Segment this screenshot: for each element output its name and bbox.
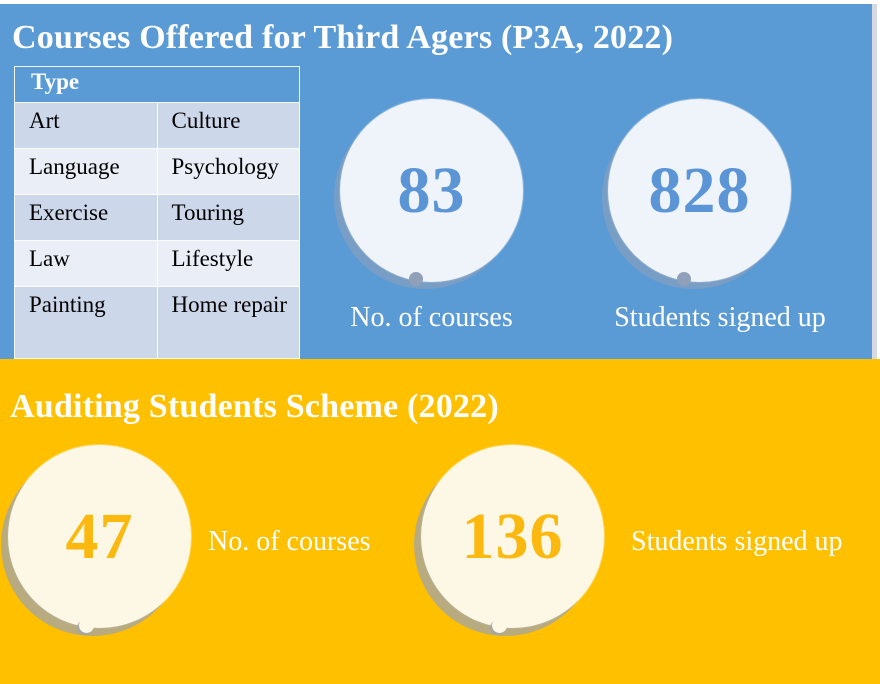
table-row [15, 149, 300, 195]
stat-circle-audit-students [421, 445, 604, 628]
stat-value: 136 [461, 499, 564, 573]
stat-value: 83 [397, 153, 466, 227]
right-edge-strip [872, 4, 877, 359]
stat-circle-p3a-courses [340, 99, 523, 282]
table-row [15, 103, 300, 149]
stat-circle-p3a-students [608, 99, 791, 282]
table-cell: Home repair [157, 287, 300, 359]
panel-auditing [0, 359, 880, 684]
table-cell: Lifestyle [157, 241, 300, 287]
table-header-type: Type [15, 67, 300, 103]
course-type-table [14, 66, 300, 359]
table-cell: Language [15, 149, 158, 195]
panel-p3a [0, 4, 872, 359]
table-row [15, 241, 300, 287]
stat-label: No. of courses [350, 302, 513, 333]
table-cell: Law [15, 241, 158, 287]
table-cell: Psychology [157, 149, 300, 195]
circle-dot [409, 272, 423, 286]
table-cell: Painting [15, 287, 158, 359]
auditing-title: Auditing Students Scheme (2022) [10, 388, 499, 425]
table-cell: Art [15, 103, 158, 149]
stat-circle-audit-courses [8, 445, 191, 628]
table-cell: Exercise [15, 195, 158, 241]
table-cell: Touring [157, 195, 300, 241]
stat-value: 828 [648, 153, 751, 227]
stat-label: Students signed up [614, 302, 826, 333]
circle-dot [677, 272, 691, 286]
table-cell: Culture [157, 103, 300, 149]
p3a-title: Courses Offered for Third Agers (P3A, 2022) [12, 19, 674, 56]
table-header-row [15, 67, 300, 103]
table-row [15, 287, 300, 359]
stat-value: 47 [65, 499, 134, 573]
table-row [15, 195, 300, 241]
circle-dot [79, 618, 94, 633]
circle-dot [492, 618, 507, 633]
stat-label: Students signed up [631, 526, 843, 557]
stat-label: No. of courses [208, 526, 371, 557]
